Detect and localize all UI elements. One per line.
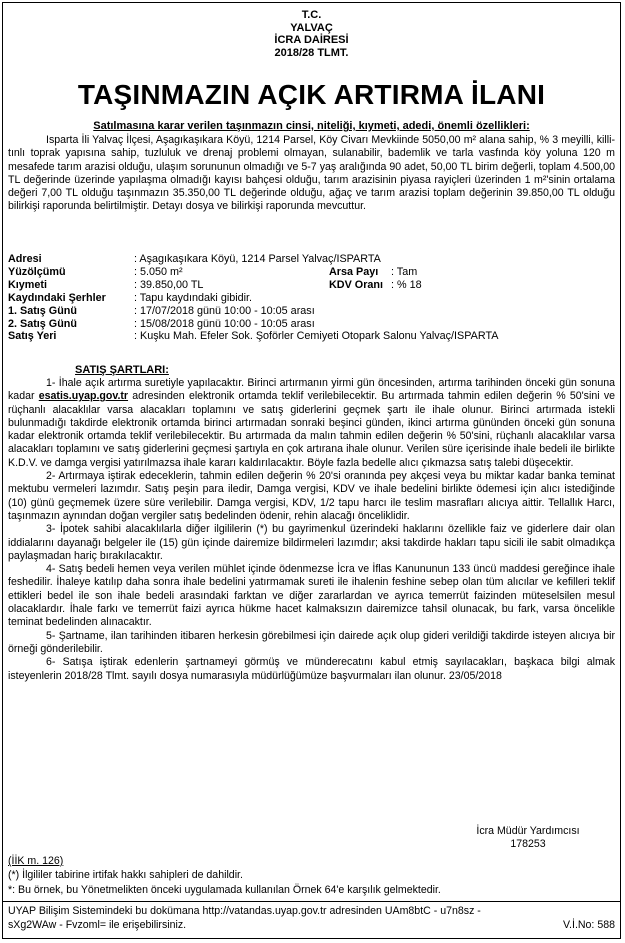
encumbrance-value: : Tapu kaydındaki gibidir. <box>134 291 253 304</box>
address-value: : Aşagıkaşıkara Köyü, 1214 Parsel Yalvaç/ISPARTA <box>134 253 381 265</box>
sale1-value: : 17/07/2018 günü 10:00 - 10:05 arası <box>134 304 315 317</box>
info-row-area <box>8 266 498 279</box>
notice-title: TAŞINMAZIN AÇIK ARTIRMA İLANI <box>77 79 546 110</box>
uyap-access-line-1: UYAP Bilişim Sistemindeki bu dokümana http://vatandas.uyap.gov.tr adresinden UAm8btC - u7n8sz - <box>8 905 481 917</box>
info-row-sale2 <box>8 318 498 331</box>
header-file-number: 2018/28 TLMT. <box>274 46 349 59</box>
condition-1-rest: adresinden elektronik ortamda teklif verilebilecektir. Bu artırmada tahmin edilen değerin % 50'sini ve rüçhanlı alacaklılar varsa alacakları toplamını ve satış giderlerini geçmek şartı ile ihale olunur. Birinci artırmada istekli bulunmadığı takdirde elektronik ortamda birinci artırmadan sonraki beşinci günden, ikinci artırma gününden önceki gün sonuna kadar elektronik ortamda teklif verilebilecektir. Bu artırmada da malın tahmin edilen değerin % 50'sini, rüçhanlı alacaklılar varsa alacakları toplamını ve satış giderlerini geçmesi şartıyla en çok artırana ihale olunur. Verilen süre içerisinde ihale bedeli ile birlikte K.D.V. ve damga vergisi yatırılmazsa ihale kararı kaldırılacaktır. Böyle fazla bedelle alıcı çıkmazsa satış talebi düşecektir. <box>8 390 616 469</box>
condition-5: 5- Şartname, ilan tarihinden itibaren herkesin görebilmesi için dairede açık olup gideri verildiği takdirde isteyen alıcıya bir örneği gönderilebilir. <box>8 629 615 655</box>
place-value: : Kuşku Mah. Efeler Sok. Şoförler Cemiyeti Otopark Salonu Yalvaç/ISPARTA <box>134 330 499 343</box>
condition-2: 2- Artırmaya iştirak edeceklerin, tahmin edilen değerin % 20'si oranında pey akçesi veya bu miktar kadar banka teminat mektubu vermeleri lazımdır. Satış peşin para iledir, Damga vergisi, KDV ve ihale bedelini birlikte ödemesi için alıcı istediğinde (10) günü geçmemek üzere süre verilebilir. Damga vergisi, KDV, 1/2 tapu harcı ile teslim masrafları alıcıya aittir. Tellallık Harcı, taşınmazın aynından doğan vergiler satış bedelinden ödenir, rehin alacağı önceliklidir. <box>8 470 615 522</box>
value-label: Kıymeti <box>8 278 48 291</box>
condition-3: 3- İpotek sahibi alacaklılarla diğer ilgililerin (*) bu gayrimenkul üzerindeki haklarını özellikle faiz ve giderlere dair olan iddialarını dayanağı belgeler ile (15) gün içinde dairemize bildirmeleri lazımdır; aksi takdirde hakları tapu sicili ile sabit olmadıkça paylaşmadan hariç bırakılacaktır. <box>8 523 615 562</box>
footnote-form-sample: *: Bu örnek, bu Yönetmelikten önceki uygulamada kullanılan Örnek 64'e karşılık gelmektedir. <box>8 884 441 896</box>
sale2-label: 2. Satış Günü <box>8 317 77 330</box>
sale2-value: : 15/08/2018 günü 10:00 - 10:05 arası <box>134 317 315 330</box>
conditions-heading: SATIŞ ŞARTLARI: <box>75 364 169 376</box>
value-value: : 39.850,00 TL <box>134 278 204 291</box>
signature-number: 178253 <box>510 838 546 851</box>
share-label: Arsa Payı <box>329 265 379 278</box>
sale1-label: 1. Satış Günü <box>8 304 77 317</box>
condition-6: 6- Satışa iştirak edenlerin şartnameyi görmüş ve münderecatını kabul etmiş sayılacakları, başkaca bilgi almak isteyenlerin 2018/28 Tlmt. sayılı dosya numarasıyla müdürlüğümüze başvurmaları ilan olunur. 23/05/2018 <box>8 656 615 682</box>
signature-title: İcra Müdür Yardımcısı <box>476 825 580 837</box>
header-tc: T.C. <box>301 9 322 21</box>
encumbrance-label: Kaydındaki Şerhler <box>8 291 106 304</box>
signature-block <box>458 825 598 852</box>
esatis-link[interactable]: esatis.uyap.gov.tr <box>38 390 129 403</box>
area-label: Yüzölçümü <box>8 265 66 278</box>
address-label: Adresi <box>8 253 42 265</box>
header-block <box>3 9 620 59</box>
kdv-label: KDV Oranı <box>329 278 383 291</box>
info-row-address <box>8 253 498 266</box>
uyap-access-line-2-row <box>8 919 615 933</box>
condition-1-start: 1- İhale açık artırma suretiyle yapılacaktır. Birinci artırmanın yirmi gün öncesinden, artırma tarihinden önceki gün sonuna kadar <box>8 377 615 403</box>
share-value: : Tam <box>391 265 418 278</box>
info-row-sale1 <box>8 305 498 318</box>
footnote-stakeholders: (*) İlgililer tabirine irtifak hakkı sahipleri de dahildir. <box>8 869 243 881</box>
kdv-value: : % 18 <box>391 278 422 291</box>
condition-1 <box>8 377 615 470</box>
uyap-footer <box>8 905 615 932</box>
header-office: İCRA DAİRESİ <box>274 34 349 46</box>
properties-heading: Satılmasına karar verilen taşınmazın cinsi, niteliği, kıymeti, adedi, önemli özellikleri: <box>93 120 530 132</box>
legal-reference: (İİK m. 126) <box>8 855 64 867</box>
uyap-access-line-2: sXg2WAw - Fvzoml= ile erişebilirsiniz. <box>8 918 187 931</box>
header-district: YALVAÇ <box>290 21 333 34</box>
info-row-encumbrance <box>8 292 498 305</box>
condition-4: 4- Satış bedeli hemen veya verilen mühlet içinde ödenmezse İcra ve İflas Kanununun 133 üncü maddesi gereğince ihale feshedilir. İhaleye katılıp daha sonra ihale bedelini yatırmamak sureti ile ihalenin feshine sebep olan tüm alıcılar ve kefilleri teklif ettikleri bedel ile son ihale bedeli arasındaki farktan ve diğer zararlardan ve ayrıca temerrüt faizinden müteselsilen mesul olacaklardır. İhale farkı ve temerrüt faizi ayrıca hükme hacet kalmaksızın dairemizce tahsil olunacak, bu fark, varsa öncelikle teminat bedelinden alınacaktır. <box>8 563 615 629</box>
info-row-place <box>8 330 498 343</box>
area-value: : 5.050 m² <box>134 265 183 278</box>
info-row-value <box>8 279 498 292</box>
place-label: Satış Yeri <box>8 330 57 343</box>
footer-divider <box>3 901 620 902</box>
property-description: Isparta İli Yalvaç İlçesi, Aşagıkaşıkara Köyü, 1214 Parsel, Köy Civarı Mevkiinde 5050,00 m² alana sahip, % 3 meyilli, killi-tınlı toprak yapısına sahip, tuzluluk ve drenaj problemi olmayan, sulanabilir, bademlik ve tarla vasfında köy yoluna 120 m mesafede tarım arazisi olduğu, ulaşım sorununun olmadığı ve 5-7 yaş aralığında 90 adet, 50,00 TL birim değerli, toplam 4.500,00 TL değerinde üzerinde yapılaşma olmadığı kayısı bahçesi olduğu, tarım arazisinin piyasa rayiçleri üzerinden 1 m²'sinin ortalama değeri 7,00 TL olduğu taşınmazın 35.350,00 TL değerinde olduğu, ağaç ve tarım arazisi toplam değerinin 39.850,00 TL olduğu bilirkişi raporunda belirtilmiştir. Detayı dosya ve bilirkişi raporunda mevcuttur. <box>8 134 615 213</box>
notice-frame <box>2 2 621 939</box>
conditions-body <box>8 377 615 683</box>
property-info-table <box>8 253 498 343</box>
vi-number: V.İ.No: 588 <box>562 918 615 931</box>
